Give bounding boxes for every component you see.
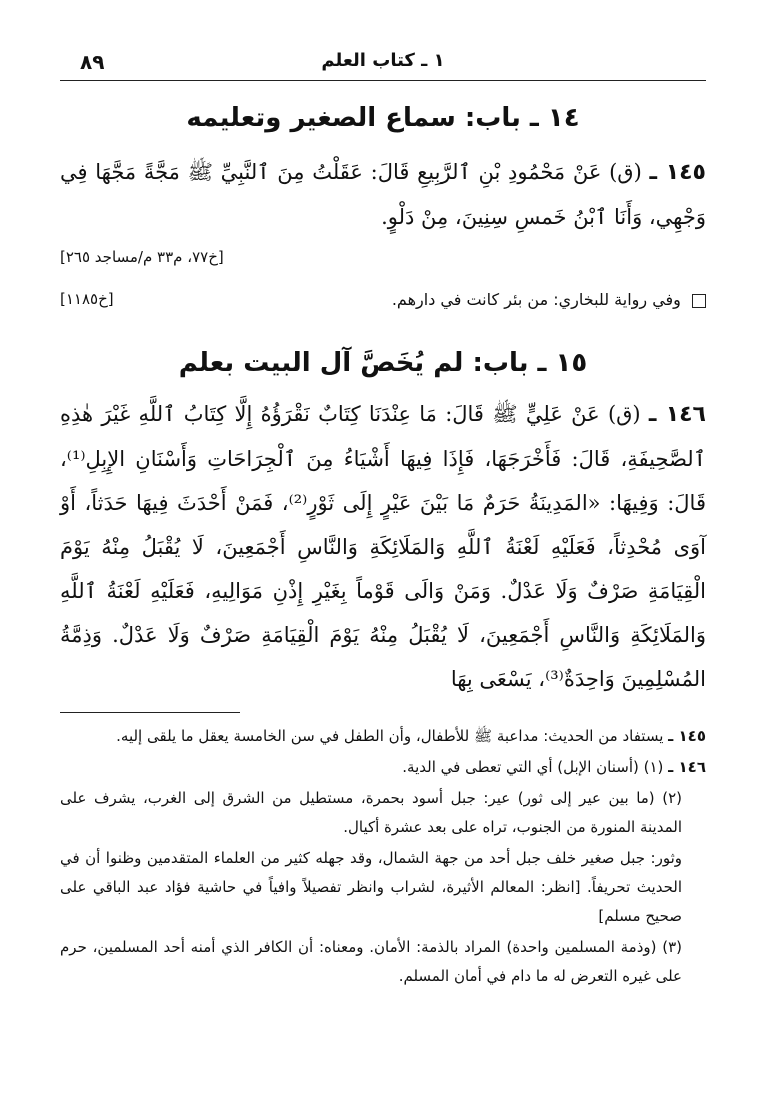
footnote-rule xyxy=(60,712,240,713)
bukhari-narration-reference: [خ١١٨٥] xyxy=(60,290,114,308)
footnote-text: وثور: جبل صغير خلف جبل أحد من جهة الشمال، وقد جهله كثير من العلماء المتقدمين وظنوا أن في الحديث تحريفاً. [انظر: المعالم الأثيرة، لشراب وانظر تفصيلاً وافياً في حاشية فؤاد عبد الباقي على صحيح مسلم] xyxy=(60,849,682,925)
book-page xyxy=(60,0,706,1105)
hadith-146-text: (ق) عَنْ عَلِيٍّ ﷺ قَالَ: مَا عِنْدَنَا كِتَابٌ نَقْرَؤُهُ إِلَّا كِتَابُ ٱللَّهِ غَيْرَ هٰذِهِ ٱلصَّحِيفَةِ، قَالَ: فَأَخْرَجَهَا، فَإِذَا فِيهَا أَشْيَاءُ مِنَ ٱلْجِرَاحَاتِ وَأَسْنَانِ الإِبِلِ⁽¹⁾، قَالَ: وَفِيهَا: «المَدِينَةُ حَرَمٌ مَا بَيْنَ عَيْرٍ إِلَى ثَوْرٍ⁽²⁾، فَمَنْ أَحْدَثَ فِيهَا حَدَثاً، أَوْ آوَى مُحْدِثاً، فَعَلَيْهِ لَعْنَةُ ٱللَّهِ وَالمَلَائِكَةِ وَالنَّاسِ أَجْمَعِينَ، لَا يُقْبَلُ مِنْهُ يَوْمَ الْقِيَامَةِ صَرْفٌ وَلَا عَدْلٌ. وَمَنْ وَالَى قَوْماً بِغَيْرِ إِذْنِ مَوَالِيهِ، فَعَلَيْهِ لَعْنَةُ ٱللَّهِ وَالمَلَائِكَةِ وَالنَّاسِ أَجْمَعِينَ، لَا يُقْبَلُ مِنْهُ يَوْمَ الْقِيَامَةِ صَرْفٌ وَلَا عَدْلٌ. وَذِمَّةُ المُسْلِمِينَ وَاحِدَةٌ⁽³⁾، يَسْعَى بِهَا xyxy=(60,402,706,691)
footnote-text: (٣) (وذمة المسلمين واحدة) المراد بالذمة: الأمان. ومعناه: أن الكافر الذي أمنه أحد المسلمين، حرم على غيره التعرض له ما دام في أمان المسلم. xyxy=(60,938,682,985)
hadith-145-reference: [خ٧٧، م٣٣ م/مساجد ٢٦٥] xyxy=(60,248,224,266)
footnote-number: ١٤٦ ـ xyxy=(668,758,706,776)
footnote xyxy=(60,784,706,842)
square-bullet-icon xyxy=(692,294,706,308)
footnote xyxy=(60,753,706,782)
bukhari-narration-text: وفي رواية للبخاري: من بئر كانت في دارهم. xyxy=(391,290,681,309)
footnote-text: (١) (أسنان الإبل) أي التي تعطى في الدية. xyxy=(402,758,664,776)
running-header xyxy=(60,50,706,76)
hadith-145 xyxy=(60,150,706,239)
bukhari-narration xyxy=(392,290,706,309)
running-title: ١ ـ كتاب العلم xyxy=(321,50,445,71)
footnotes xyxy=(60,722,706,993)
hadith-146 xyxy=(60,392,706,701)
footnote xyxy=(60,933,706,991)
page-number: ٨٩ xyxy=(80,50,105,74)
chapter-15-title: ١٥ ـ باب: لم يُخَصَّ آل البيت بعلم xyxy=(178,348,588,378)
hadith-146-number: ١٤٦ ـ xyxy=(648,402,706,427)
footnote xyxy=(60,722,706,751)
footnote-text: (٢) (ما بين عير إلى ثور) عير: جبل أسود بحمرة، مستطيل من الشرق إلى الغرب، يشرف على المدينة المنورة من الجنوب، تراه على بعد عشرة أكيال. xyxy=(60,789,682,836)
chapter-14-title: ١٤ ـ باب: سماع الصغير وتعليمه xyxy=(186,103,580,133)
hadith-145-number: ١٤٥ ـ xyxy=(649,160,706,185)
footnote-number: ١٤٥ ـ xyxy=(668,727,706,745)
header-rule xyxy=(60,80,706,81)
footnote-text: يستفاد من الحديث: مداعبة ﷺ للأطفال، وأن الطفل في سن الخامسة يعقل ما يلقى إليه. xyxy=(116,727,664,745)
hadith-145-text: (ق) عَنْ مَحْمُودِ بْنِ ٱلرَّبِيعِ قَالَ: عَقَلْتُ مِنَ ٱلنَّبِيِّ ﷺ مَجَّةً مَجَّهَا فِي وَجْهِي، وَأَنَا ٱبْنُ خَمسِ سِنِينَ، مِنْ دَلْوٍ. xyxy=(60,160,706,229)
footnote xyxy=(60,844,706,931)
